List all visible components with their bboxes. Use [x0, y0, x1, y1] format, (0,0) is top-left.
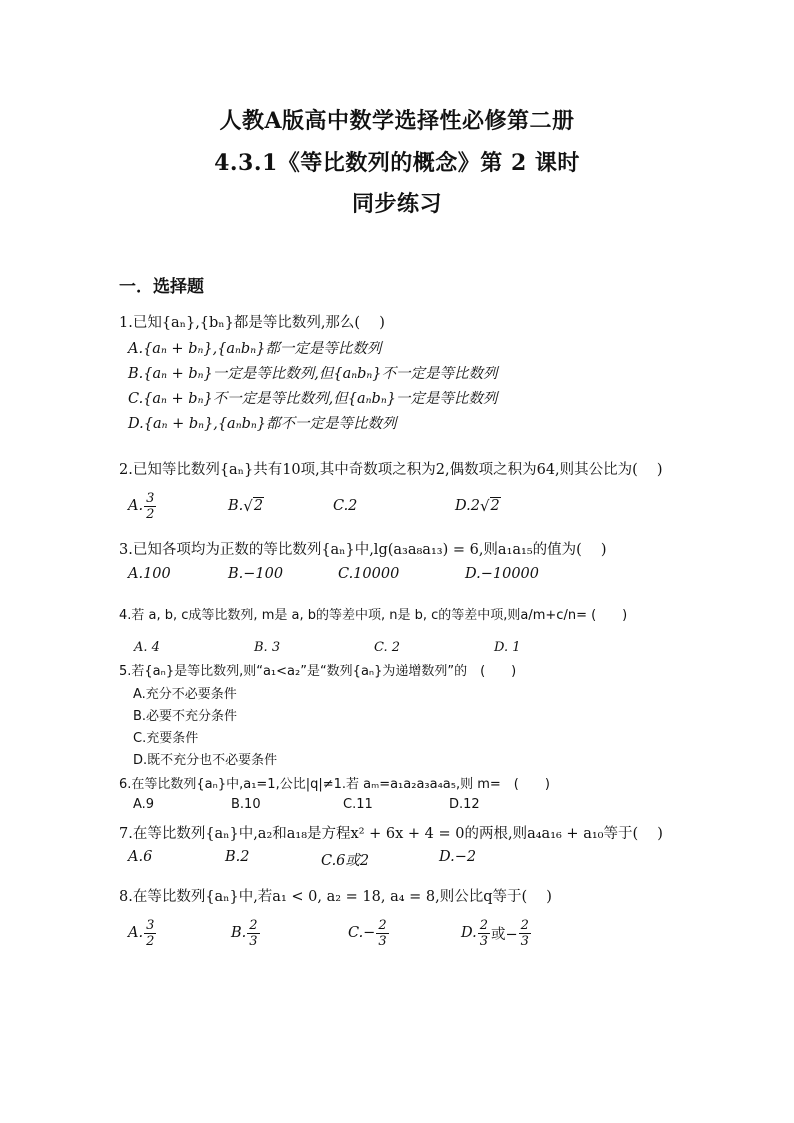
- question-1-option-d: D.{aₙ + bₙ},{aₙbₙ}都不一定是等比数列: [128, 416, 397, 432]
- question-7-stem: 7.在等比数列{aₙ}中,a₂和a₁₈是方程x² + 6x + 4 = 0的两根,则a₄a₁₆ + a₁₀等于( ): [119, 826, 663, 842]
- question-2-option-d: [455, 486, 501, 526]
- option-connector: 或−: [491, 926, 518, 943]
- sqrt-sign: [243, 497, 264, 515]
- option-label: A.: [128, 498, 144, 514]
- radicand: 2: [490, 498, 500, 514]
- question-3-option-a: A.100: [128, 566, 171, 582]
- question-1-option-c: C.{aₙ + bₙ}不一定是等比数列,但{aₙbₙ}一定是等比数列: [128, 391, 498, 407]
- option-label: C.−: [348, 925, 376, 941]
- question-3-option-d: D.−10000: [465, 566, 539, 582]
- question-5-option-b: B.必要不充分条件: [133, 709, 238, 724]
- section-heading: 一．选择题: [119, 277, 204, 297]
- question-2-option-a: [128, 486, 157, 526]
- fraction-numerator: 3: [146, 490, 155, 506]
- option-label: A.: [128, 925, 144, 941]
- question-2-options: [128, 486, 688, 526]
- question-8-option-c: [348, 913, 390, 953]
- question-8-options: [128, 913, 688, 953]
- fraction-denominator: 3: [520, 933, 529, 949]
- question-3-stem: 3.已知各项均为正数的等比数列{aₙ}中,lg(a₃a₈a₁₃) = 6,则a₁a₁₅的值为( ): [119, 542, 607, 558]
- fraction-denominator: 3: [249, 933, 258, 949]
- question-8-option-b: [231, 913, 261, 953]
- question-7-options: [128, 849, 688, 869]
- question-5-option-d: D.既不充分也不必要条件: [133, 753, 278, 768]
- sqrt-sign: [480, 497, 501, 515]
- radicand: 2: [253, 498, 264, 514]
- question-6-stem: 6.在等比数列{aₙ}中,a₁=1,公比|q|≠1.若 aₘ=a₁a₂a₃a₄a₅,则 m= ( ): [119, 777, 550, 792]
- exercise-title: 同步练习: [351, 191, 442, 217]
- question-6-option-d: D.12: [449, 797, 480, 812]
- question-7-option-d: D.−2: [439, 849, 477, 865]
- fraction-denominator: 3: [479, 933, 488, 949]
- fraction-numerator: 2: [249, 917, 258, 933]
- fraction: [144, 918, 156, 949]
- fraction-denominator: 2: [146, 506, 155, 522]
- fraction-numerator: 2: [520, 917, 529, 933]
- document-title: 人教A版高中数学选择性必修第二册: [219, 108, 575, 134]
- question-8-option-a: [128, 913, 157, 953]
- fraction-numerator: 2: [378, 917, 387, 933]
- question-1-stem: 1.已知{aₙ},{bₙ}都是等比数列,那么( ): [119, 315, 385, 331]
- radical-icon: √: [243, 497, 253, 515]
- question-8-stem: 8.在等比数列{aₙ}中,若a₁ < 0, a₂ = 18, a₄ = 8,则公比q等于( ): [119, 889, 552, 905]
- question-3-option-c: C.10000: [338, 566, 400, 582]
- option-label: B.: [228, 498, 244, 514]
- option-label: D.: [461, 925, 477, 941]
- question-6-option-a: A.9: [133, 797, 155, 812]
- fraction: [247, 918, 259, 949]
- option-label: D.2: [455, 498, 480, 514]
- radical-icon: √: [479, 497, 490, 515]
- question-4-option-c: C. 2: [374, 640, 401, 655]
- question-4-option-a: A. 4: [134, 640, 160, 655]
- question-6-option-c: C.11: [343, 797, 373, 812]
- question-7-option-a: A.6: [128, 849, 153, 865]
- fraction-denominator: 3: [378, 933, 387, 949]
- question-2-option-c: C.2: [333, 498, 358, 514]
- question-3-option-b: B.−100: [228, 566, 284, 582]
- fraction-denominator: 2: [146, 933, 155, 949]
- question-8-option-d: [461, 913, 532, 953]
- question-5-option-c: C.充要条件: [133, 731, 199, 746]
- question-3-options: [128, 566, 688, 586]
- fraction: [376, 918, 388, 949]
- question-7-option-c: C.6或2: [321, 853, 370, 869]
- fraction: [478, 918, 490, 949]
- question-6-options: [128, 797, 688, 817]
- question-4-option-b: B. 3: [254, 640, 281, 655]
- question-5-option-a: A.充分不必要条件: [133, 687, 237, 702]
- question-4-options: [128, 640, 688, 660]
- fraction-numerator: 2: [479, 917, 488, 933]
- fraction-numerator: 3: [146, 917, 155, 933]
- lesson-title: 4.3.1《等比数列的概念》第 2 课时: [214, 150, 580, 176]
- question-5-stem: 5.若{aₙ}是等比数列,则“a₁<a₂”是“数列{aₙ}为递增数列”的 ( ): [119, 664, 517, 679]
- option-label: B.: [231, 925, 247, 941]
- question-2-option-b: [228, 486, 264, 526]
- question-4-stem: 4.若 a, b, c成等比数列, m是 a, b的等差中项, n是 b, c的等差中项,则a/m+c/n= ( ): [119, 608, 628, 623]
- question-2-stem: 2.已知等比数列{aₙ}共有10项,其中奇数项之积为2,偶数项之积为64,则其公比为( ): [119, 462, 663, 478]
- fraction: [144, 491, 156, 522]
- question-1-option-a: A.{aₙ + bₙ},{aₙbₙ}都一定是等比数列: [128, 341, 382, 357]
- question-1-option-b: B.{aₙ + bₙ}一定是等比数列,但{aₙbₙ}不一定是等比数列: [128, 366, 498, 382]
- question-4-option-d: D. 1: [494, 640, 521, 655]
- question-7-option-b: B.2: [225, 849, 250, 865]
- fraction: [519, 918, 531, 949]
- question-6-option-b: B.10: [231, 797, 261, 812]
